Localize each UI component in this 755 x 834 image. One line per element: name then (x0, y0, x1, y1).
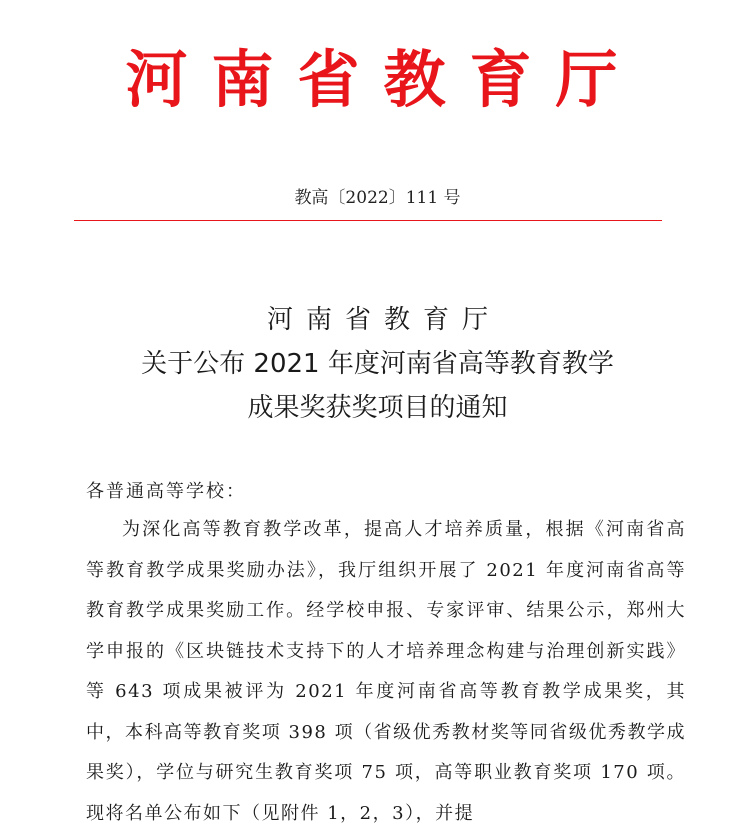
salutation: 各普通高等学校： (86, 481, 246, 502)
agency-masthead: 河南省教育厅 (125, 43, 642, 116)
title-line-2: 关于公布 2021 年度河南省高等教育教学 (141, 349, 614, 379)
title-line-1: 河南省教育厅 (266, 305, 501, 335)
document-number: 教高〔2022〕111 号 (294, 188, 461, 208)
title-line-3: 成果奖获奖项目的通知 (247, 393, 508, 423)
body-paragraph: 为深化高等教育教学改革，提高人才培养质量，根据《河南省高等教育教学成果奖励办法》，我厅组织开展了 2021 年度河南省高等教育教学成果奖励工作。经学校申报、专家评审、结果公示，郑州大学申报的《区块链技术支持下的人才培养理念构建与治理创新实践》等 643 项成果被评为 2021 年度河南省高等教育教学成果奖，其中，本科高等教育奖项 398 项（省级优秀教材奖等同省级优秀教学成果奖），学位与研究生教育奖项 75 项，高等职业教育奖项 170 项。现将名单公布如下（见附件 1，2，3），并提 (86, 519, 686, 824)
notice-title (0, 298, 755, 430)
red-divider (74, 220, 662, 221)
